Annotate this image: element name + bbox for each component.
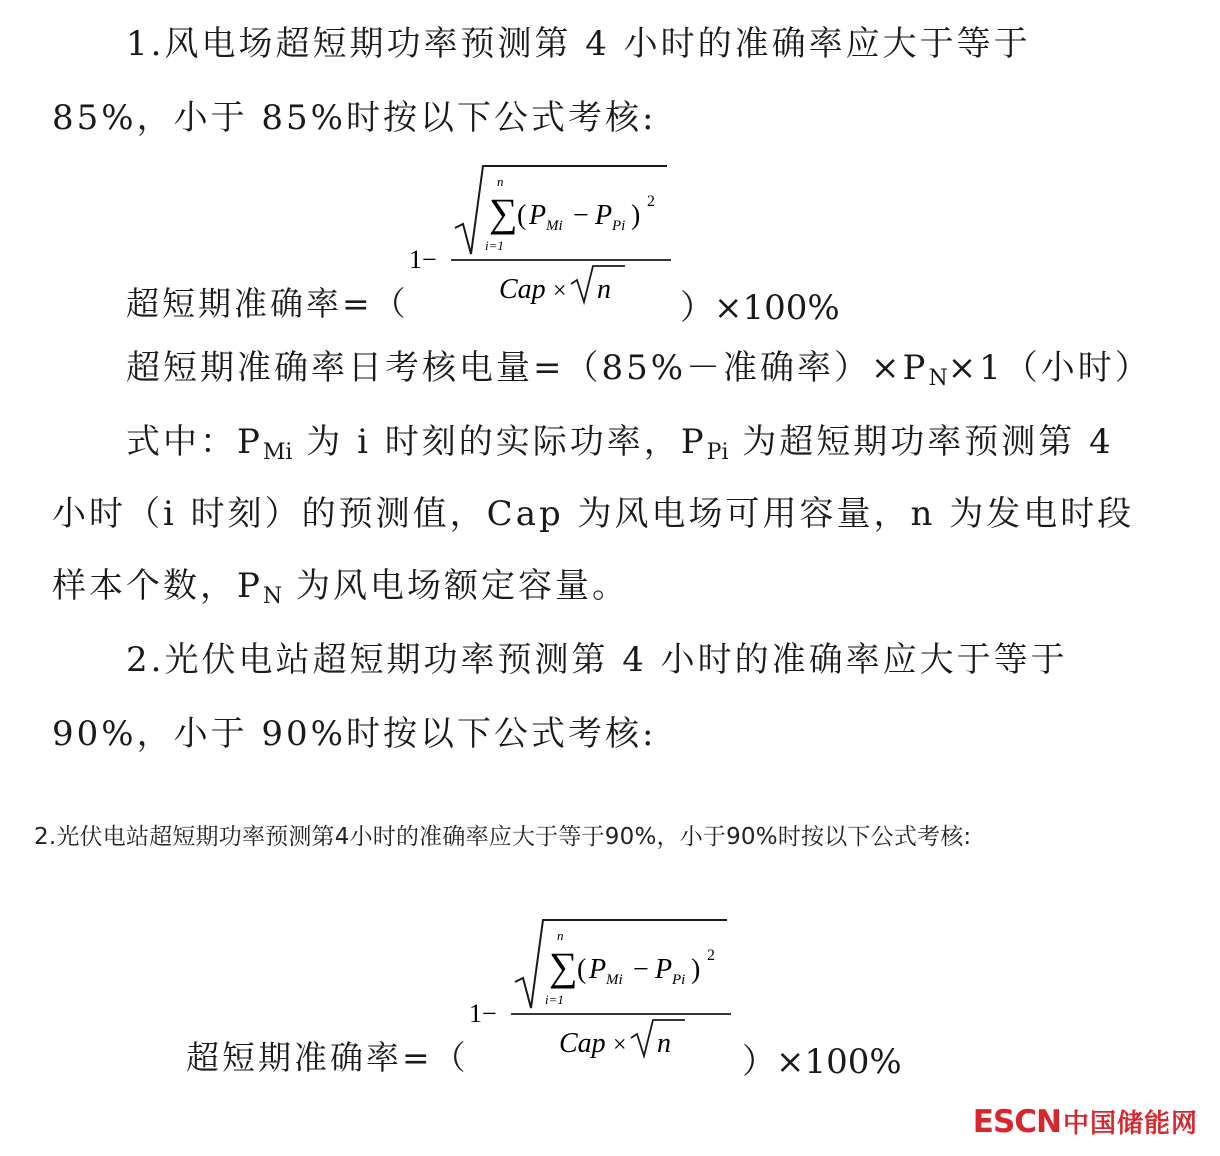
svg-text:Mi: Mi [606,972,623,988]
accuracy-fraction-2 [465,912,735,1062]
daily-sub: N [928,366,948,391]
daily-tail: ×1（小时） [947,348,1152,388]
where-c: 为超短期功率预测第 4 [728,422,1114,462]
where-sub-pi: Pi [706,440,729,465]
formula2-close: ）×100% [742,1042,902,1082]
where-line3-b: 为风电场额定容量。 [282,566,629,606]
svg-text:n: n [557,928,564,943]
section2-line1: 2.光伏电站超短期功率预测第 4 小时的准确率应大于等于 [126,640,1068,680]
formula2-label: 超短期准确率=（ [186,1038,469,1077]
formula-label: 超短期准确率=（ [126,284,409,323]
svg-text:): ) [631,200,641,231]
where-line3-a: 样本个数，P [52,566,263,606]
where-line3 [52,566,629,609]
section2-web-text: 2.光伏电站超短期功率预测第4小时的准确率应大于等于90%，小于90%时按以下公式考核: [34,824,972,850]
svg-text:): ) [691,954,701,985]
where-line2: 小时（i 时刻）的预测值，Cap 为风电场可用容量，n 为发电时段 [52,494,1135,534]
section1-line2: 85%，小于 85%时按以下公式考核: [52,98,657,138]
svg-text:Mi: Mi [546,218,563,234]
logo-latin: ESCN [972,1104,1061,1140]
svg-text:Cap: Cap [559,1028,606,1059]
svg-text:P: P [595,200,613,231]
logo-cn: 中国储能网 [1062,1109,1198,1139]
escn-logo [973,1103,1198,1140]
daily-assessment-line [126,348,1152,391]
svg-text:×: × [613,1032,627,1058]
svg-text:∑: ∑ [549,944,578,989]
where-line1 [126,422,1114,465]
svg-text:Pi: Pi [612,218,626,234]
svg-text:P: P [529,200,547,231]
svg-text:1−: 1− [469,999,497,1028]
where-a: 式中：P [126,422,263,462]
svg-text:(: ( [577,954,587,985]
svg-text:∑: ∑ [489,190,518,235]
svg-text:−: − [633,954,649,985]
formula-close: ）×100% [680,288,840,328]
svg-text:1−: 1− [409,245,437,274]
section1-line1: 1.风电场超短期功率预测第 4 小时的准确率应大于等于 [126,24,1031,64]
svg-text:n: n [497,174,504,189]
svg-text:Cap: Cap [499,274,546,305]
svg-text:×: × [553,278,567,304]
svg-text:n: n [657,1028,671,1059]
svg-text:2: 2 [647,193,655,210]
daily-label: 超短期准确率日考核电量=（85%－准确率）×P [126,348,929,388]
where-line3-sub: N [262,584,283,609]
svg-text:P: P [655,954,673,985]
svg-text:P: P [589,954,607,985]
svg-text:−: − [573,200,589,231]
svg-text:2: 2 [707,947,715,964]
section2-line2: 90%，小于 90%时按以下公式考核: [52,714,657,754]
svg-text:(: ( [517,200,527,231]
svg-text:Pi: Pi [672,972,686,988]
svg-text:i=1: i=1 [545,992,564,1007]
svg-text:n: n [597,274,611,305]
where-b: 为 i 时刻的实际功率，P [292,422,707,462]
svg-text:i=1: i=1 [485,238,504,253]
where-sub-mi: Mi [262,440,293,465]
accuracy-fraction [405,158,675,308]
